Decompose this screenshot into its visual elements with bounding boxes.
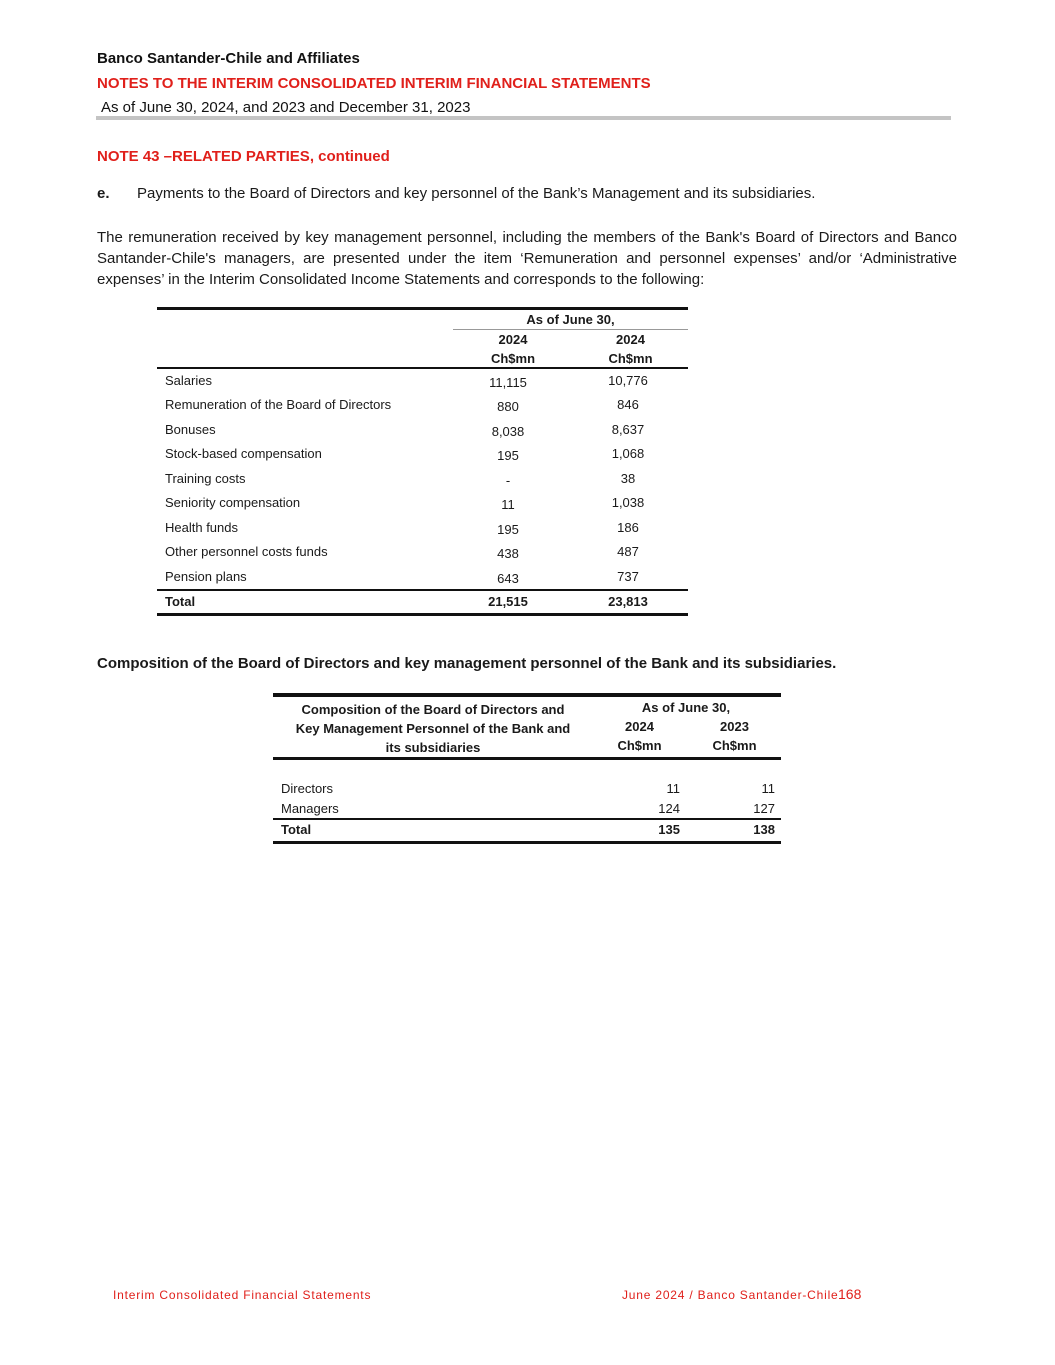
row-value-1: 124 bbox=[658, 801, 680, 816]
row-value-1: - bbox=[505, 473, 511, 488]
table-row bbox=[157, 544, 688, 568]
footer-left: Interim Consolidated Financial Statements bbox=[113, 1288, 372, 1302]
row-label: Stock-based compensation bbox=[165, 446, 322, 461]
group-header: As of June 30, bbox=[641, 700, 731, 715]
row-value-1: 11 bbox=[666, 781, 680, 796]
header-rule bbox=[157, 367, 688, 369]
row-value-1: 195 bbox=[497, 448, 519, 463]
col1-year: 2024 bbox=[625, 719, 654, 734]
col2-year: 2023 bbox=[720, 719, 749, 734]
note-title: NOTE 43 –RELATED PARTIES, continued bbox=[97, 148, 390, 165]
table-row bbox=[157, 520, 688, 544]
group-header: As of June 30, bbox=[526, 312, 615, 327]
row-value-2: 737 bbox=[617, 569, 639, 584]
remuneration-table bbox=[157, 307, 688, 617]
row-label: Pension plans bbox=[165, 569, 247, 584]
composition-table bbox=[273, 693, 781, 845]
table-row bbox=[273, 781, 781, 801]
row-value-1: 195 bbox=[497, 522, 519, 537]
row-label: Bonuses bbox=[165, 422, 216, 437]
total-rule bbox=[157, 589, 688, 591]
table-row bbox=[157, 495, 688, 519]
table-row bbox=[157, 397, 688, 421]
row-value-2: 186 bbox=[617, 520, 639, 535]
total-value-2: 23,813 bbox=[608, 594, 648, 609]
row-value-2: 11 bbox=[761, 781, 775, 796]
table-row bbox=[157, 471, 688, 495]
row-value-1: 11 bbox=[501, 497, 515, 512]
row-value-2: 38 bbox=[620, 471, 636, 486]
header-rule bbox=[273, 757, 781, 760]
date-line: As of June 30, 2024, and 2023 and December 31, 2023 bbox=[101, 99, 471, 116]
total-value-1: 135 bbox=[658, 822, 680, 837]
row-label: Salaries bbox=[165, 373, 212, 388]
col1-unit: Ch$mn bbox=[617, 738, 662, 753]
col2-year: 2024 bbox=[616, 332, 645, 347]
intro-paragraph: The remuneration received by key management personnel, including the members of the Bank's Board of Directors and Banco Santander-Chile's managers, are presented under the item ‘Remuneration and personnel expenses’ and/or ‘Administrative expenses’ in the Interim Consolidated Income Statements and corresponds to the following: bbox=[97, 229, 957, 288]
row-label: Managers bbox=[281, 801, 339, 816]
row-value-1: 438 bbox=[497, 546, 519, 561]
row-value-2: 10,776 bbox=[608, 373, 648, 388]
header-label-line: Composition of the Board of Directors and bbox=[301, 702, 565, 717]
table-row bbox=[157, 422, 688, 446]
col1-unit: Ch$mn bbox=[490, 351, 536, 366]
total-rule bbox=[273, 818, 781, 820]
row-value-1: 880 bbox=[497, 399, 519, 414]
item-letter: e. bbox=[97, 185, 110, 202]
row-value-1: 11,115 bbox=[489, 375, 527, 390]
table-row bbox=[157, 446, 688, 470]
company-name: Banco Santander-Chile and Affiliates bbox=[97, 50, 360, 67]
row-label: Remuneration of the Board of Directors bbox=[165, 397, 392, 412]
table-row bbox=[157, 373, 688, 397]
row-label: Training costs bbox=[165, 471, 246, 486]
row-label: Other personnel costs funds bbox=[165, 544, 328, 559]
table-bottom-rule bbox=[273, 841, 781, 844]
total-value-1: 21,515 bbox=[488, 594, 528, 609]
row-value-2: 487 bbox=[617, 544, 639, 559]
row-value-2: 1,038 bbox=[611, 495, 645, 510]
item-text: Payments to the Board of Directors and key personnel of the Bank’s Management and its subsidiaries. bbox=[137, 185, 816, 202]
col1-year: 2024 bbox=[498, 332, 528, 347]
row-label: Health funds bbox=[165, 520, 238, 535]
header-divider bbox=[96, 116, 951, 120]
table-bottom-rule bbox=[157, 613, 688, 616]
row-value-2: 846 bbox=[617, 397, 639, 412]
row-value-1: 8,038 bbox=[491, 424, 525, 439]
table-top-rule bbox=[273, 693, 781, 697]
total-value-2: 138 bbox=[753, 822, 775, 837]
header-label-line: Key Management Personnel of the Bank and bbox=[295, 721, 571, 736]
table-top-rule bbox=[157, 307, 688, 310]
row-label: Seniority compensation bbox=[165, 495, 301, 510]
row-value-2: 8,637 bbox=[611, 422, 645, 437]
page-number: 168 bbox=[838, 1286, 862, 1302]
group-header-rule bbox=[453, 329, 688, 330]
total-label: Total bbox=[281, 822, 312, 837]
header-label-line: its subsidiaries bbox=[385, 740, 481, 755]
col2-unit: Ch$mn bbox=[608, 351, 653, 366]
total-label: Total bbox=[165, 594, 196, 609]
row-value-2: 1,068 bbox=[611, 446, 645, 461]
notes-title: NOTES TO THE INTERIM CONSOLIDATED INTERIM FINANCIAL STATEMENTS bbox=[97, 75, 651, 92]
total-row bbox=[273, 822, 781, 842]
row-value-2: 127 bbox=[753, 801, 775, 816]
footer-right: June 2024 / Banco Santander-Chile bbox=[622, 1288, 839, 1302]
composition-title: Composition of the Board of Directors and key management personnel of the Bank and its subsidiaries. bbox=[97, 655, 837, 672]
header-label bbox=[273, 700, 593, 757]
row-value-1: 643 bbox=[497, 571, 519, 586]
row-label: Directors bbox=[281, 781, 334, 796]
col2-unit: Ch$mn bbox=[712, 738, 757, 753]
